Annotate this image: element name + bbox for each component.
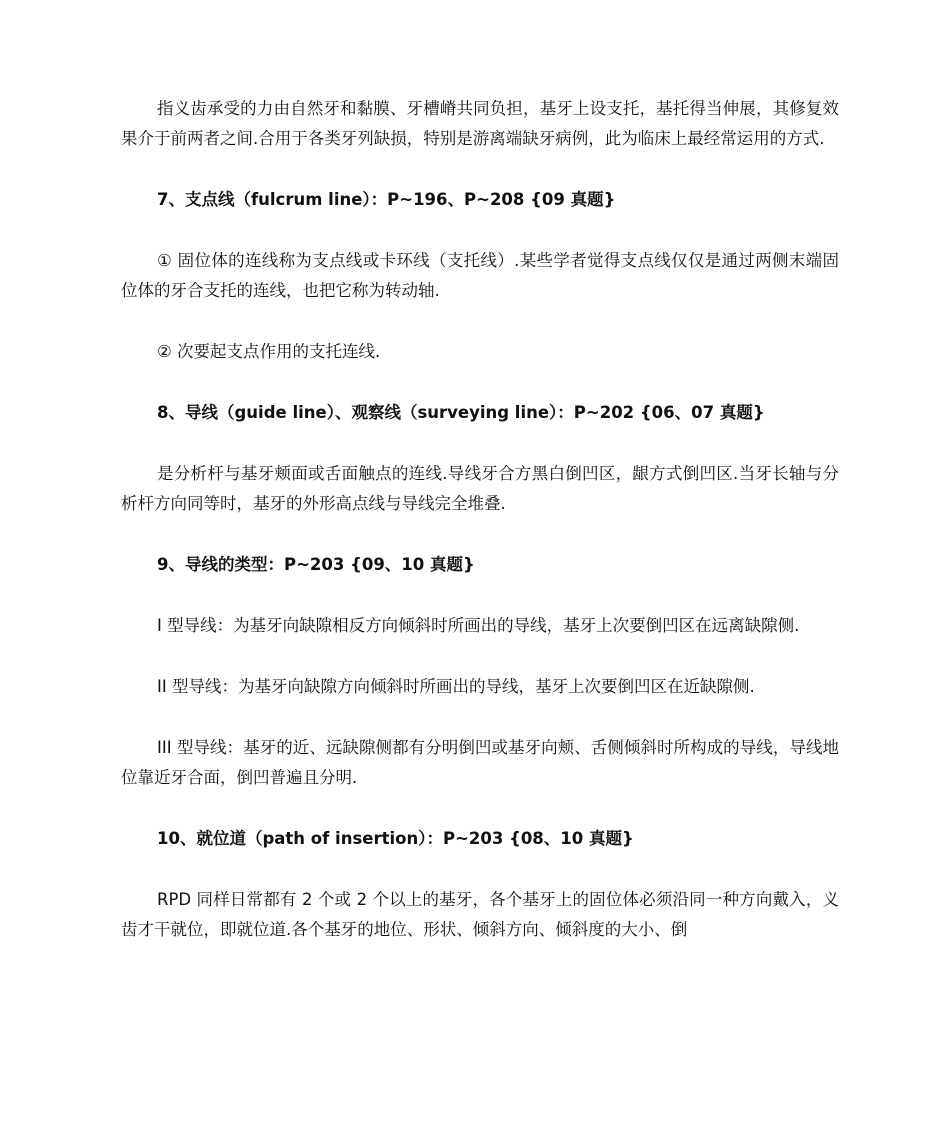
document-body	[121, 94, 839, 945]
paragraph-path-of-insertion: RPD 同样日常都有 2 个或 2 个以上的基牙，各个基牙上的固位体必须沿同一种方向戴入，义齿才干就位，即就位道.各个基牙的地位、形状、倾斜方向、倾斜度的大小、倒	[121, 890, 839, 939]
heading-guide-line: 8、导线（guide line）、观察线（surveying line）：P~202 {06、07 真题}	[157, 403, 765, 422]
paragraph-fulcrum-line-1: ① 固位体的连线称为支点线或卡环线（支托线）.某些学者觉得支点线仅仅是通过两侧末端固位体的牙合支托的连线，也把它称为转动轴.	[121, 251, 839, 300]
paragraph-type-2-guide-line: II 型导线：为基牙向缺隙方向倾斜时所画出的导线，基牙上次要倒凹区在近缺隙侧.	[157, 677, 755, 696]
heading-guide-line-types: 9、导线的类型：P~203 {09、10 真题}	[157, 555, 475, 574]
heading-fulcrum-line: 7、支点线（fulcrum line）：P~196、P~208 {09 真题}	[157, 190, 616, 209]
paragraph-guide-line: 是分析杆与基牙颊面或舌面触点的连线.导线牙合方黑白倒凹区，龈方式倒凹区.当牙长轴与分析杆方向同等时，基牙的外形高点线与导线完全堆叠.	[121, 464, 839, 513]
paragraph-type-3-guide-line: III 型导线：基牙的近、远缺隙侧都有分明倒凹或基牙向颊、舌侧倾斜时所构成的导线，导线地位靠近牙合面，倒凹普遍且分明.	[121, 738, 839, 787]
heading-path-of-insertion: 10、就位道（path of insertion）：P~203 {08、10 真题}	[157, 829, 634, 848]
paragraph-type-1-guide-line: I 型导线：为基牙向缺隙相反方向倾斜时所画出的导线，基牙上次要倒凹区在远离缺隙侧.	[157, 616, 800, 635]
paragraph-denture-support-type: 指义齿承受的力由自然牙和黏膜、牙槽嵴共同负担，基牙上设支托，基托得当伸展，其修复效果介于前两者之间.合用于各类牙列缺损，特别是游离端缺牙病例，此为临床上最经常运用的方式.	[121, 99, 839, 148]
paragraph-fulcrum-line-2: ② 次要起支点作用的支托连线.	[157, 342, 381, 361]
